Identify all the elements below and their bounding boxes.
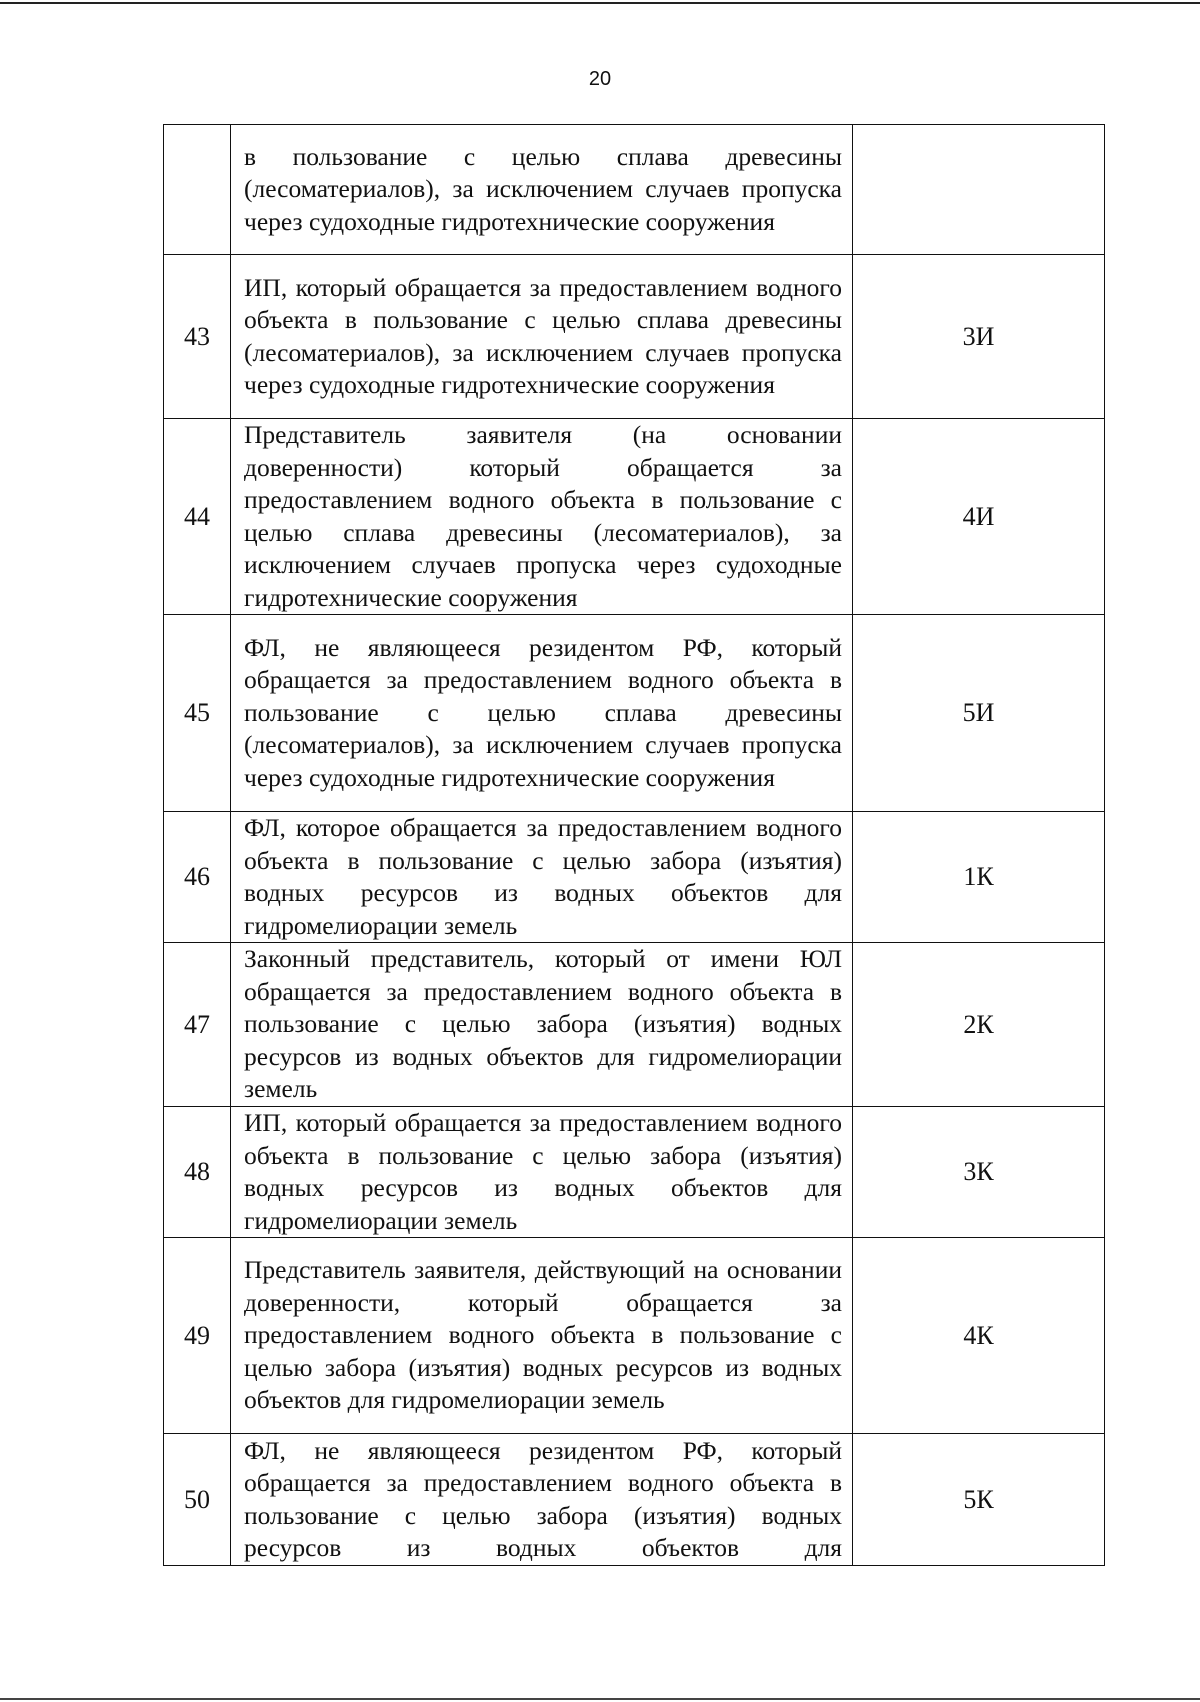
- row-code: 4К: [853, 1238, 1105, 1434]
- row-code: 4И: [853, 419, 1105, 615]
- table-row: [164, 255, 1105, 419]
- row-description: ИП, который обращается за предоставлением водного объекта в пользование с целью забора (изъятия) водных ресурсов из водных объектов для гидромелиорации земель: [231, 1107, 853, 1238]
- scan-edge-top: [0, 2, 1200, 4]
- table-row: [164, 1238, 1105, 1434]
- page-number: 20: [588, 68, 612, 90]
- table-row: [164, 615, 1105, 812]
- row-code: 5И: [853, 615, 1105, 812]
- row-code: 1К: [853, 812, 1105, 943]
- row-description: Представитель заявителя (на основании доверенности) который обращается за предоставлением водного объекта в пользование с целью сплава древесины (лесоматериалов), за исключением случаев пропуска через судоходные гидротехнические сооружения: [231, 419, 853, 615]
- row-description: ФЛ, не являющееся резидентом РФ, который обращается за предоставлением водного объекта в пользование с целью забора (изъятия) водных ресурсов из водных объектов для: [231, 1434, 853, 1566]
- row-number: [164, 125, 231, 255]
- row-code: 3К: [853, 1107, 1105, 1238]
- table-row: [164, 1107, 1105, 1238]
- table-row: [164, 125, 1105, 255]
- row-description: в пользование с целью сплава древесины (лесоматериалов), за исключением случаев пропуска через судоходные гидротехнические сооружения: [231, 125, 853, 255]
- row-number: 46: [164, 812, 231, 943]
- table-row: [164, 419, 1105, 615]
- table-row: [164, 943, 1105, 1107]
- row-number: 44: [164, 419, 231, 615]
- row-description: ИП, который обращается за предоставлением водного объекта в пользование с целью сплава древесины (лесоматериалов), за исключением случаев пропуска через судоходные гидротехнические сооружения: [231, 255, 853, 419]
- row-code: [853, 125, 1105, 255]
- table-row: [164, 1434, 1105, 1566]
- row-code: 2К: [853, 943, 1105, 1107]
- row-code: 3И: [853, 255, 1105, 419]
- row-description: Представитель заявителя, действующий на основании доверенности, который обращается за предоставлением водного объекта в пользование с целью забора (изъятия) водных ресурсов из водных объектов для гидромелиорации земель: [231, 1238, 853, 1434]
- row-description: ФЛ, не являющееся резидентом РФ, который обращается за предоставлением водного объекта в пользование с целью сплава древесины (лесоматериалов), за исключением случаев пропуска через судоходные гидротехнические сооружения: [231, 615, 853, 812]
- row-number: 43: [164, 255, 231, 419]
- row-code: 5К: [853, 1434, 1105, 1566]
- row-number: 50: [164, 1434, 231, 1566]
- row-number: 45: [164, 615, 231, 812]
- table-row: [164, 812, 1105, 943]
- row-description: Законный представитель, который от имени ЮЛ обращается за предоставлением водного объекта в пользование с целью забора (изъятия) водных ресурсов из водных объектов для гидромелиорации земель: [231, 943, 853, 1107]
- row-number: 47: [164, 943, 231, 1107]
- row-number: 48: [164, 1107, 231, 1238]
- services-table: [163, 124, 1105, 1566]
- row-number: 49: [164, 1238, 231, 1434]
- row-description: ФЛ, которое обращается за предоставлением водного объекта в пользование с целью забора (изъятия) водных ресурсов из водных объектов для гидромелиорации земель: [231, 812, 853, 943]
- scan-edge-bottom: [0, 1698, 1200, 1700]
